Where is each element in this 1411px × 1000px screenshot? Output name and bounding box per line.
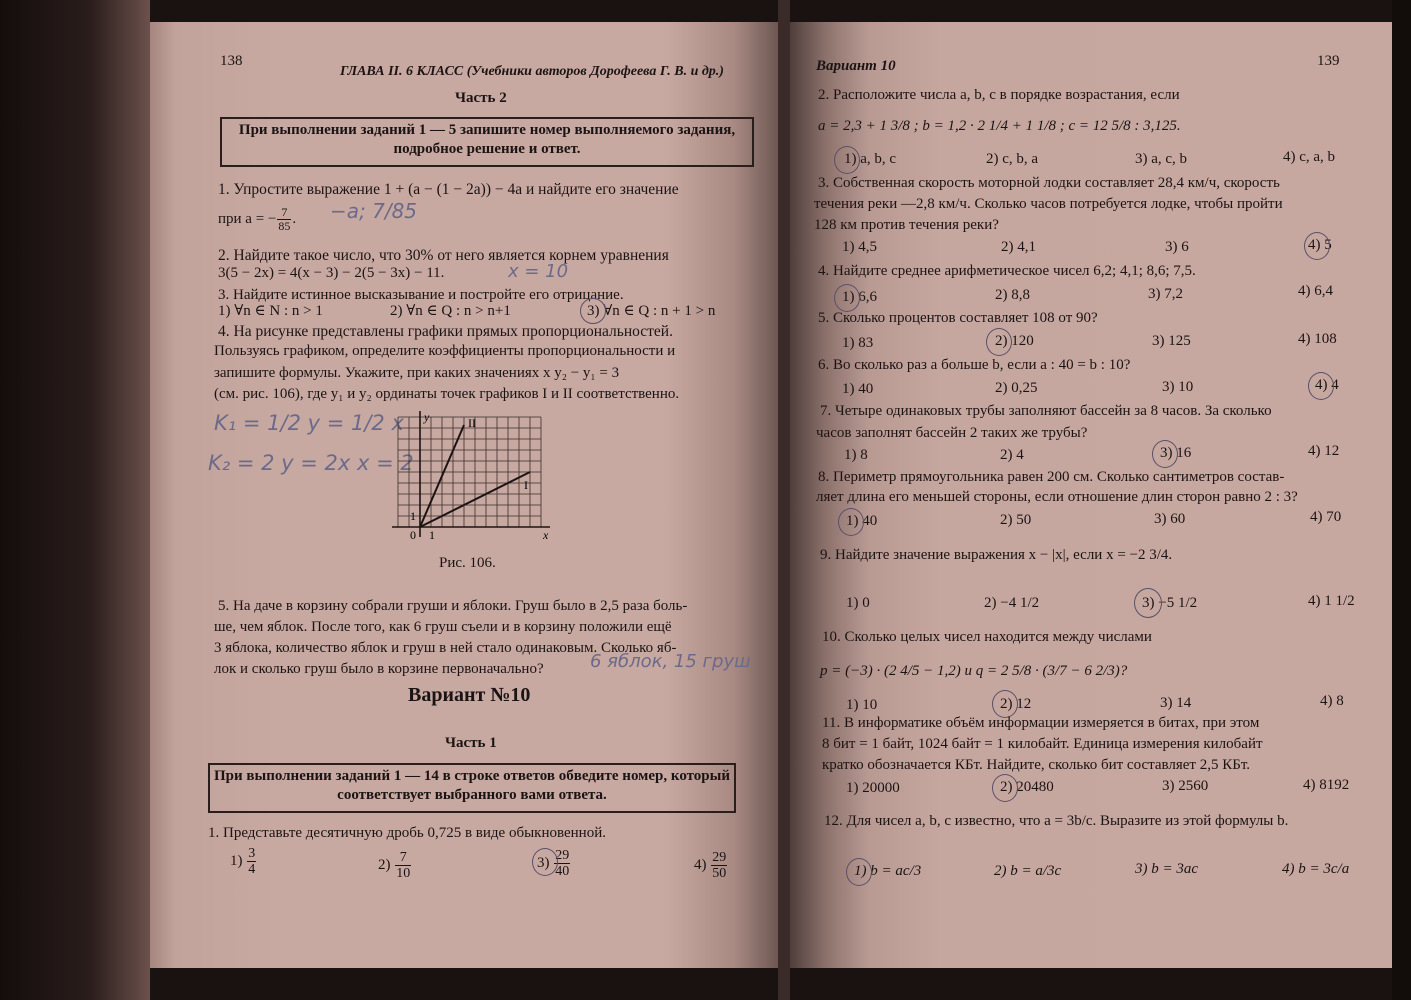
task1-line1: 1. Упростите выражение 1 + (a − (1 − 2a)) − 4a и найдите его значение — [218, 181, 679, 198]
task5-line4: лок и сколько груш было в корзине первоначально? — [214, 661, 544, 677]
task3-option2: 2) ∀n ∈ Q : n > n+1 — [390, 303, 511, 319]
q2-option-3: 3) a, c, b — [1135, 151, 1188, 167]
q11-option-1: 1) 20000 — [846, 780, 900, 796]
q1-option-1: 1) $\frac{3}{4}$ — [230, 846, 256, 877]
q5-option-2: 2) 120 — [995, 333, 1034, 349]
q6-option-2: 2) 0,25 — [995, 380, 1038, 396]
q1-option-4: 4) $\frac{29}{50}$ — [694, 850, 727, 881]
q3-line1: 3. Собственная скорость моторной лодки составляет 28,4 км/ч, скорость — [818, 175, 1280, 191]
part2-instructions: При выполнении заданий 1 — 5 запишите номер выполняемого задания, подробное решение и ответ. — [220, 117, 754, 167]
task5-line1: 5. На даче в корзину собрали груши и яблоки. Груш было в 2,5 раза боль- — [218, 598, 688, 614]
part1-title: Часть 1 — [445, 735, 497, 751]
book-gutter — [778, 0, 790, 1000]
task4-line1: 4. На рисунке представлены графики прямых пропорциональностей. — [218, 323, 673, 340]
q8-option-2: 2) 50 — [1000, 512, 1032, 528]
graph-line-II-label: II — [468, 416, 476, 430]
q2-option-1: 1) a, b, c — [844, 151, 897, 167]
q11-line3: кратко обозначается КБт. Найдите, сколько бит составляет 2,5 КБт. — [822, 757, 1251, 773]
handwritten-answer-1: −a; 7/85 — [330, 199, 418, 223]
q9-option-1: 1) 0 — [846, 595, 870, 611]
graph-x-label: x — [543, 528, 549, 542]
answer-circle — [1152, 440, 1178, 468]
q11-option-2: 2) 20480 — [1000, 779, 1054, 795]
q10-line2: p = (−3) · (2 4/5 − 1,2) и q = 2 5/8 · (3/7 − 6 2/3)? — [820, 663, 1128, 679]
q9-option-2: 2) −4 1/2 — [984, 595, 1040, 611]
q2-line2: a = 2,3 + 1 3/8 ; b = 1,2 · 2 1/4 + 1 1/8 ; c = 12 5/8 : 3,125. — [818, 118, 1181, 134]
q3-line2: течения реки —2,8 км/ч. Сколько часов потребуется лодке, чтобы пройти — [814, 196, 1283, 212]
answer-circle — [846, 858, 872, 886]
q2-option-2: 2) c, b, a — [986, 151, 1039, 167]
q8-option-3: 3) 60 — [1154, 511, 1186, 527]
task2-line2: 3(5 − 2x) = 4(x − 3) − 2(5 − 3x) − 11. — [218, 265, 445, 281]
q5-option-3: 3) 125 — [1152, 333, 1191, 349]
q7-line1: 7. Четыре одинаковых трубы заполняют бассейн за 8 часов. За сколько — [820, 403, 1272, 419]
q6-option-4: 4) 4 — [1315, 377, 1339, 393]
q4-option-3: 3) 7,2 — [1148, 286, 1183, 302]
part2-title: Часть 2 — [455, 90, 507, 106]
q8-line1: 8. Периметр прямоугольника равен 200 см. Сколько сантиметров состав- — [818, 469, 1285, 485]
page-number: 139 — [1317, 53, 1340, 69]
q3-option-3: 3) 6 — [1165, 239, 1189, 255]
q8-option-4: 4) 70 — [1310, 509, 1342, 525]
answer-circle — [992, 774, 1018, 802]
task3-option1: 1) ∀n ∈ N : n > 1 — [218, 303, 323, 319]
q10-option-4: 4) 8 — [1320, 693, 1344, 709]
q11-option-4: 4) 8192 — [1303, 777, 1350, 793]
q7-option-1: 1) 8 — [844, 447, 868, 463]
part1-instructions: При выполнении заданий 1 — 14 в строке ответов обведите номер, который соответствует выбранного вами ответа. — [208, 763, 736, 813]
q5-option-1: 1) 83 — [842, 335, 874, 351]
q11-option-3: 3) 2560 — [1162, 778, 1209, 794]
q6-line1: 6. Во сколько раз a больше b, если a : 40 = b : 10? — [818, 357, 1131, 373]
q3-option-1: 1) 4,5 — [842, 239, 877, 255]
task1-line2: при a = − $\frac{7}{85}$ . — [218, 205, 297, 233]
page-number: 138 — [220, 53, 243, 69]
q11-line1: 11. В информатике объём информации измеряется в битах, при этом — [822, 715, 1260, 731]
q6-option-3: 3) 10 — [1162, 379, 1194, 395]
proportionality-graph — [390, 407, 560, 542]
q3-option-2: 2) 4,1 — [1001, 239, 1036, 255]
q12-line1: 12. Для чисел a, b, c известно, что a = 3b/c. Выразите из этой формулы b. — [824, 813, 1289, 829]
variant-title: Вариант №10 — [408, 684, 531, 706]
answer-circle — [1308, 372, 1334, 400]
q5-line1: 5. Сколько процентов составляет 108 от 90? — [818, 310, 1098, 326]
right-page — [790, 22, 1392, 968]
graph-origin: 0 — [410, 528, 416, 542]
graph-x-unit: 1 — [429, 528, 435, 542]
q12-option-4: 4) b = 3c/a — [1282, 861, 1350, 877]
q10-option-1: 1) 10 — [846, 697, 878, 713]
q2-option-4: 4) c, a, b — [1283, 149, 1336, 165]
task4-line3: запишите формулы. Укажите, при каких значениях x y₂ − y₁ = 3 — [214, 365, 620, 381]
q12-option-3: 3) b = 3ac — [1135, 861, 1199, 877]
q10-option-2: 2) 12 — [1000, 696, 1032, 712]
handwritten-k2: K₂ = 2 y = 2x x = 2 — [208, 451, 414, 475]
running-head: Вариант 10 — [816, 58, 896, 74]
q10-line1: 10. Сколько целых чисел находится между числами — [822, 629, 1152, 645]
q9-line1: 9. Найдите значение выражения x − |x|, если x = −2 3/4. — [820, 547, 1173, 563]
left-dark-margin — [0, 0, 150, 1000]
answer-circle — [580, 298, 606, 324]
task5-line2: ше, чем яблок. После того, как 6 груш съели и в корзину положили ещё — [214, 619, 672, 635]
q7-line2: часов заполнят бассейн 2 таких же трубы? — [816, 425, 1088, 441]
q10-option-3: 3) 14 — [1160, 695, 1192, 711]
q1-option-2: 2) $\frac{7}{10}$ — [378, 850, 411, 881]
answer-circle — [838, 508, 864, 536]
handwritten-answer-5: 6 яблок, 15 груш — [590, 651, 751, 672]
graph-y-label: y — [424, 410, 430, 424]
q1-option-3: 3) $\frac{29}{40}$ — [537, 848, 570, 879]
q3-option-4: 4) 5 — [1308, 237, 1332, 253]
q5-option-4: 4) 108 — [1298, 331, 1337, 347]
q9-option-3: 3) −5 1/2 — [1142, 595, 1198, 611]
q8-option-1: 1) 40 — [846, 513, 878, 529]
q4-line1: 4. Найдите среднее арифметическое чисел 6,2; 4,1; 8,6; 7,5. — [818, 263, 1196, 279]
running-head: ГЛАВА II. 6 КЛАСС (Учебники авторов Дорофеева Г. В. и др.) — [340, 64, 724, 79]
q4-option-2: 2) 8,8 — [995, 287, 1030, 303]
q7-option-4: 4) 12 — [1308, 443, 1340, 459]
handwritten-answer-2: x = 10 — [508, 261, 569, 282]
q1-text: 1. Представьте десятичную дробь 0,725 в виде обыкновенной. — [208, 825, 606, 841]
task5-line3: 3 яблока, количество яблок и груш в ней стало одинаковым. Сколько яб- — [214, 640, 677, 656]
q3-line3: 128 км против течения реки? — [814, 217, 999, 233]
q4-option-1: 1) 6,6 — [842, 289, 877, 305]
q7-option-2: 2) 4 — [1000, 447, 1024, 463]
q11-line2: 8 бит = 1 байт, 1024 байт = 1 килобайт. Единица измерения килобайт — [822, 736, 1263, 752]
graph-y-unit: 1 — [410, 509, 416, 523]
q12-option-1: 1) b = ac/3 — [854, 863, 922, 879]
graph-line-I-label: I — [524, 478, 528, 492]
q9-option-4: 4) 1 1/2 — [1308, 593, 1355, 609]
handwritten-k1: K₁ = 1/2 y = 1/2 x — [214, 411, 404, 435]
task4-line2: Пользуясь графиком, определите коэффициенты пропорциональности и — [214, 343, 676, 359]
right-dark-margin — [1392, 0, 1411, 1000]
answer-circle — [834, 284, 860, 312]
q2-line1: 2. Расположите числа a, b, c в порядке возрастания, если — [818, 87, 1180, 103]
q7-option-3: 3) 16 — [1160, 445, 1192, 461]
task3-line1: 3. Найдите истинное высказывание и постройте его отрицание. — [218, 287, 624, 303]
figure-caption: Рис. 106. — [439, 555, 496, 571]
q4-option-4: 4) 6,4 — [1298, 283, 1333, 299]
task3-option3: 3) ∀n ∈ Q : n + 1 > n — [587, 303, 716, 319]
task2-line1: 2. Найдите такое число, что 30% от него является корнем уравнения — [218, 247, 669, 264]
q12-option-2: 2) b = a/3c — [994, 863, 1062, 879]
answer-circle — [1304, 232, 1330, 260]
task4-line4: (см. рис. 106), где y₁ и y₂ ординаты точек графиков I и II соответственно. — [214, 386, 680, 402]
q6-option-1: 1) 40 — [842, 381, 874, 397]
answer-circle — [834, 146, 860, 174]
left-page — [150, 22, 778, 968]
q8-line2: ляет длина его меньшей стороны, если отношение длин сторон равно 2 : 3? — [816, 489, 1298, 505]
answer-circle — [986, 328, 1012, 356]
answer-circle — [532, 848, 558, 876]
answer-circle — [1134, 588, 1162, 618]
